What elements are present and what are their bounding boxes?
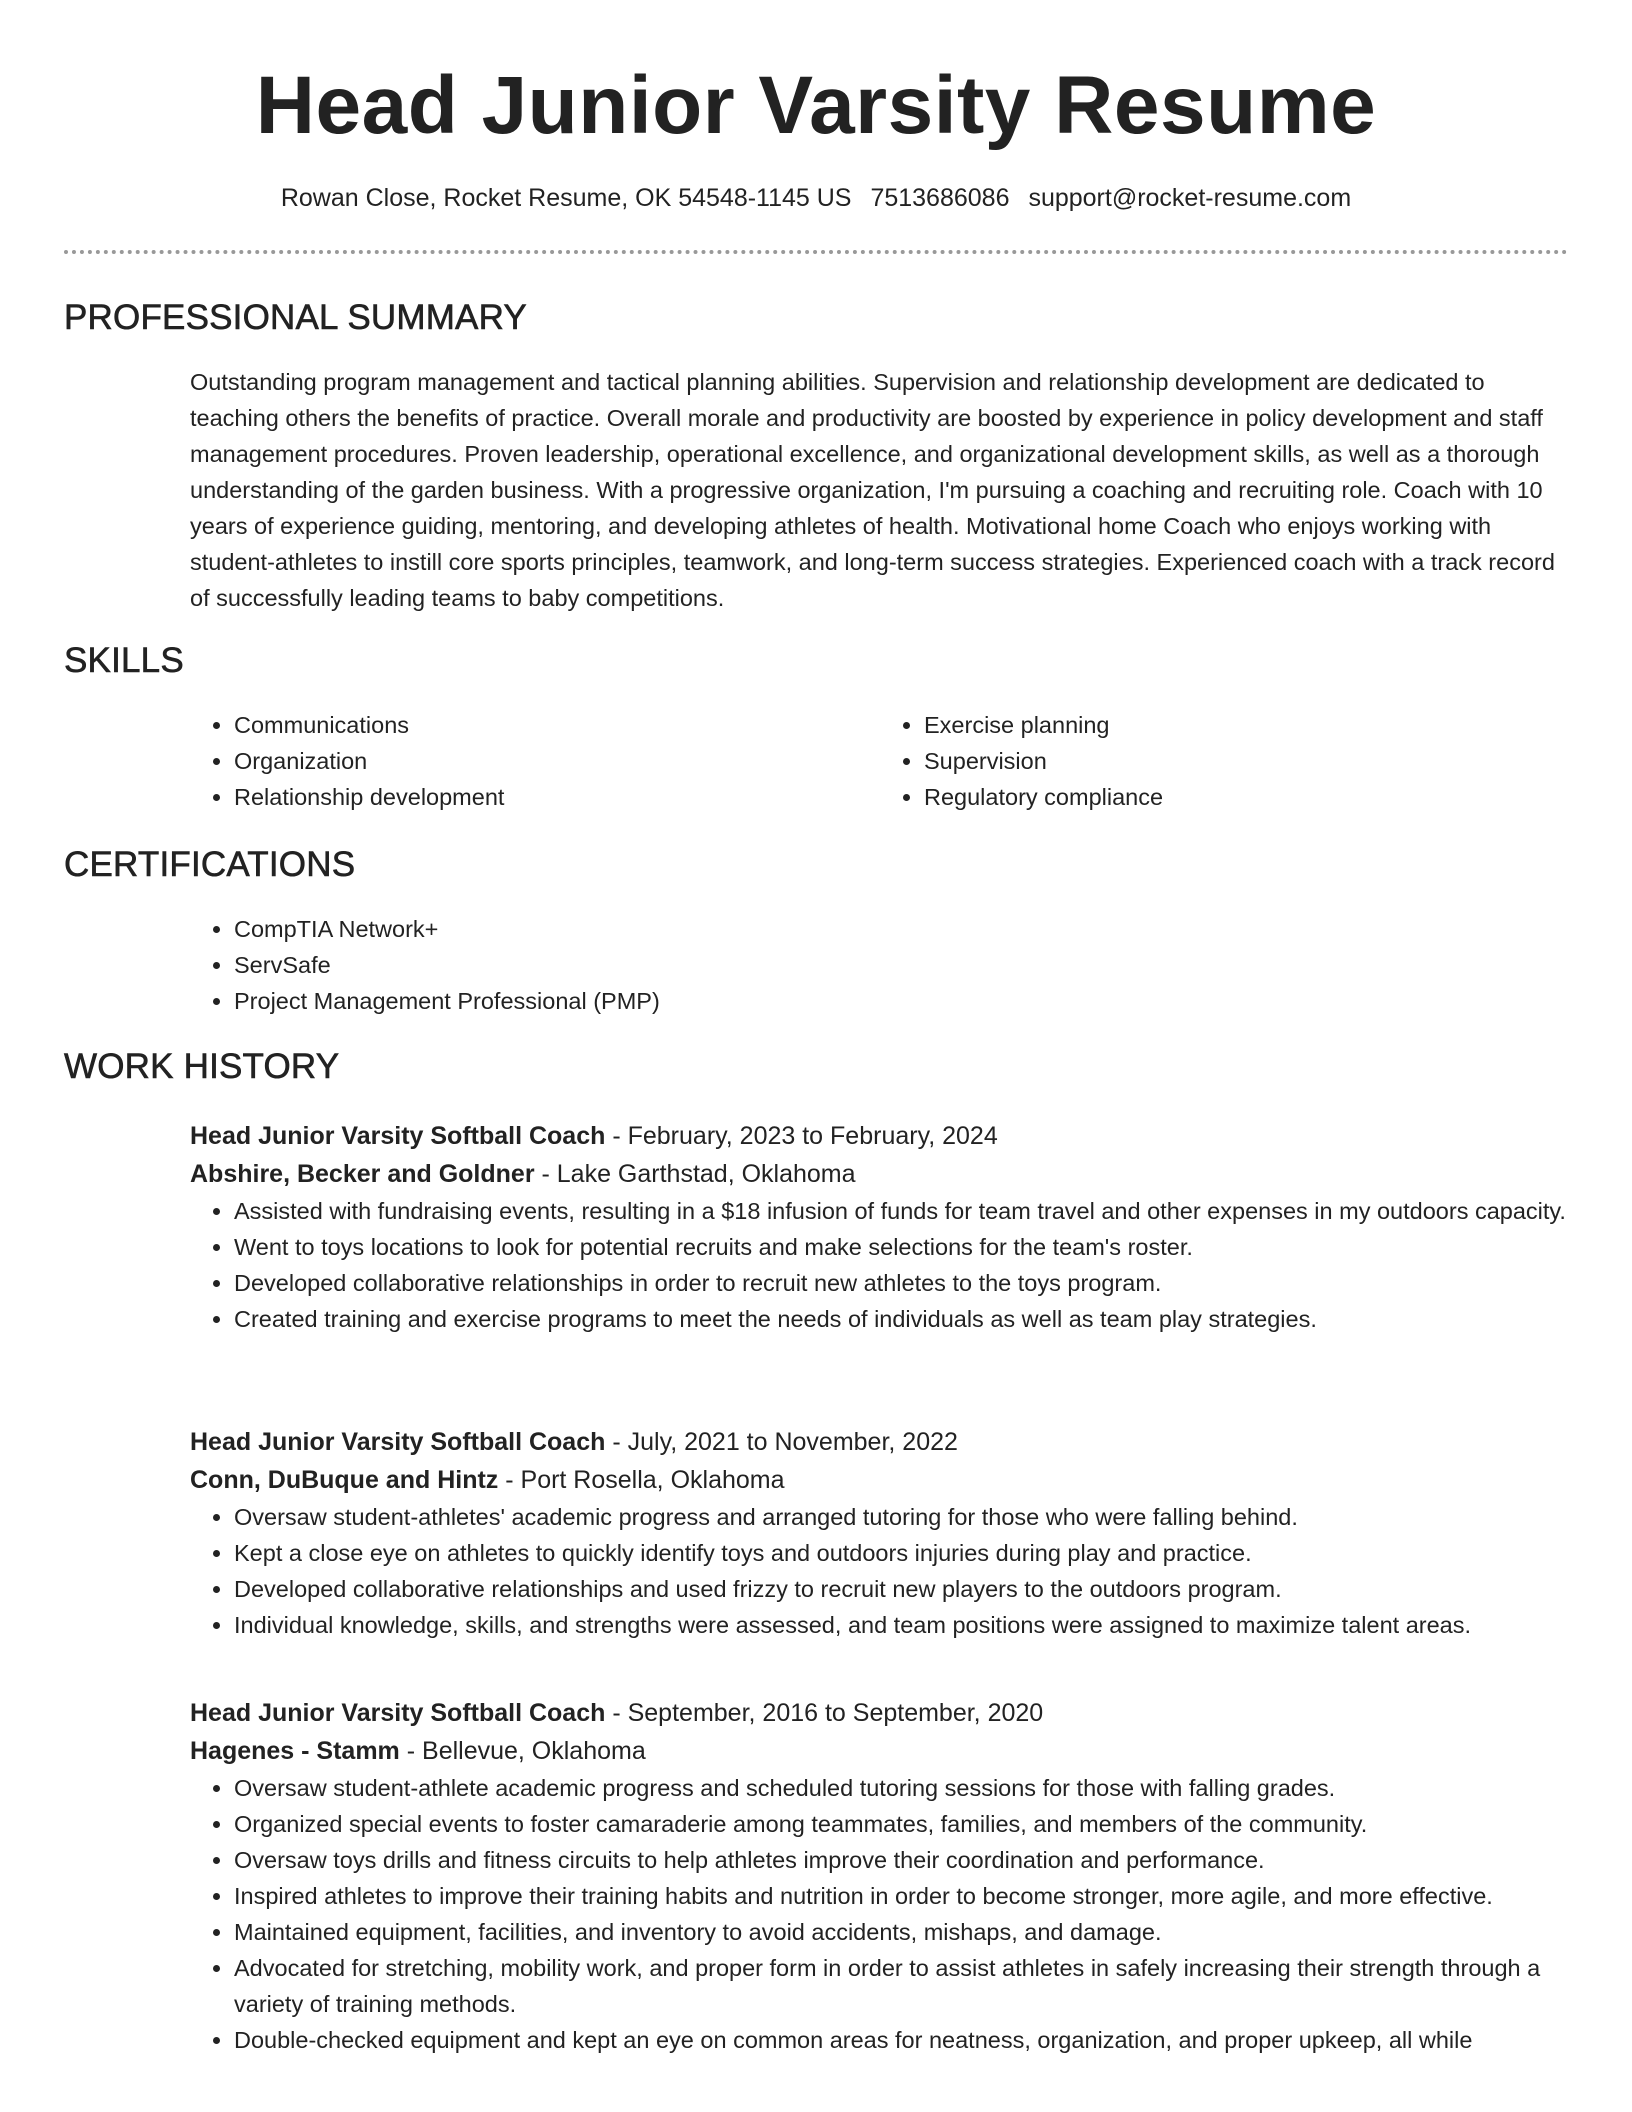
job-bullets [190,1770,1570,2058]
list-item: • Regulatory compliance [924,779,1570,815]
job-title-line [190,1423,1570,1461]
contact-phone: 7513686086 [870,184,1010,212]
work-history-heading: WORK HISTORY [64,1047,340,1086]
skills-list-left [190,707,880,815]
job-entry [190,1117,1570,1337]
job-company: Conn, DuBuque and Hintz [190,1466,499,1494]
list-item: • Developed collaborative relationships and used frizzy to recruit new players to the outdoors program. [234,1571,1570,1607]
job-title: Head Junior Varsity Softball Coach [190,1122,606,1150]
certifications-section [190,911,1570,1019]
contact-email: support@rocket-resume.com [1028,184,1352,212]
job-company-line [190,1155,1570,1193]
resume-page [64,0,1568,2053]
list-item: • Supervision [924,743,1570,779]
list-item: • Double-checked equipment and kept an eye on common areas for neatness, organization, and proper upkeep, all while [234,2022,1570,2058]
list-item: • Kept a close eye on athletes to quickly identify toys and outdoors injuries during play and practice. [234,1535,1570,1571]
job-location: - Port Rosella, Oklahoma [498,1466,785,1494]
summary-heading: PROFESSIONAL SUMMARY [64,298,527,337]
skills-section [190,707,1570,815]
job-company-line [190,1732,1570,1770]
job-company: Hagenes - Stamm [190,1737,400,1765]
job-bullets [190,1193,1570,1337]
skills-heading: SKILLS [64,641,184,680]
list-item: • Oversaw student-athletes' academic progress and arranged tutoring for those who were falling behind. [234,1499,1570,1535]
job-company-line [190,1461,1570,1499]
header-divider [64,250,1568,254]
job-title-line [190,1694,1570,1732]
summary-text: Outstanding program management and tactical planning abilities. Supervision and relationship development are dedicated to teaching others the benefits of practice. Overall morale and productivity are boosted by experience in policy development and staff management procedures. Proven leadership, operational excellence, and organizational development skills, as well as a thorough understanding of the garden business. With a progressive organization, I'm pursuing a coaching and recruiting role. Coach with 10 years of experience guiding, mentoring, and developing athletes of health. Motivational home Coach who enjoys working with student-athletes to instill core sports principles, teamwork, and long-term success strategies. Experienced coach with a track record of successfully leading teams to baby competitions. [190,369,1555,611]
list-item: • Oversaw toys drills and fitness circuits to help athletes improve their coordination and performance. [234,1842,1570,1878]
job-dates: - July, 2021 to November, 2022 [605,1428,958,1456]
job-title: Head Junior Varsity Softball Coach [190,1428,606,1456]
list-item: • Organized special events to foster camaraderie among teammates, families, and members of the community. [234,1806,1570,1842]
job-entry [190,1694,1570,2058]
list-item: • Inspired athletes to improve their training habits and nutrition in order to become stronger, more agile, and more effective. [234,1878,1570,1914]
job-entry [190,1423,1570,1643]
job-title-line [190,1117,1570,1155]
list-item: • Relationship development [234,779,880,815]
contact-address: Rowan Close, Rocket Resume, OK 54548-1145 US [280,184,852,212]
certifications-list [190,911,1570,1019]
summary-section [190,364,1570,616]
list-item: • Maintained equipment, facilities, and inventory to avoid accidents, mishaps, and damage. [234,1914,1570,1950]
list-item: • Organization [234,743,880,779]
list-item: • CompTIA Network+ [234,911,1570,947]
list-item: • Exercise planning [924,707,1570,743]
job-company: Abshire, Becker and Goldner [190,1160,535,1188]
job-location: - Lake Garthstad, Oklahoma [534,1160,856,1188]
list-item: • Advocated for stretching, mobility work, and proper form in order to assist athletes in safely increasing their strength through a variety of training methods. [234,1950,1570,2022]
job-title: Head Junior Varsity Softball Coach [190,1699,606,1727]
certifications-heading: CERTIFICATIONS [64,845,356,884]
list-item: • Project Management Professional (PMP) [234,983,1570,1019]
job-location: - Bellevue, Oklahoma [399,1737,646,1765]
list-item: • Oversaw student-athlete academic progress and scheduled tutoring sessions for those with falling grades. [234,1770,1570,1806]
list-item: • Communications [234,707,880,743]
list-item: • ServSafe [234,947,1570,983]
resume-name: Head Junior Varsity Resume [255,60,1377,151]
list-item: • Created training and exercise programs to meet the needs of individuals as well as team play strategies. [234,1301,1570,1337]
list-item: • Individual knowledge, skills, and strengths were assessed, and team positions were assigned to maximize talent areas. [234,1607,1570,1643]
job-dates: - September, 2016 to September, 2020 [605,1699,1044,1727]
job-bullets [190,1499,1570,1643]
job-dates: - February, 2023 to February, 2024 [605,1122,998,1150]
list-item: • Developed collaborative relationships in order to recruit new athletes to the toys program. [234,1265,1570,1301]
contact-line [64,182,1568,214]
list-item: • Went to toys locations to look for potential recruits and make selections for the team's roster. [234,1229,1570,1265]
skills-list-right [880,707,1570,815]
list-item: • Assisted with fundraising events, resulting in a $18 infusion of funds for team travel and other expenses in my outdoors capacity. [234,1193,1570,1229]
